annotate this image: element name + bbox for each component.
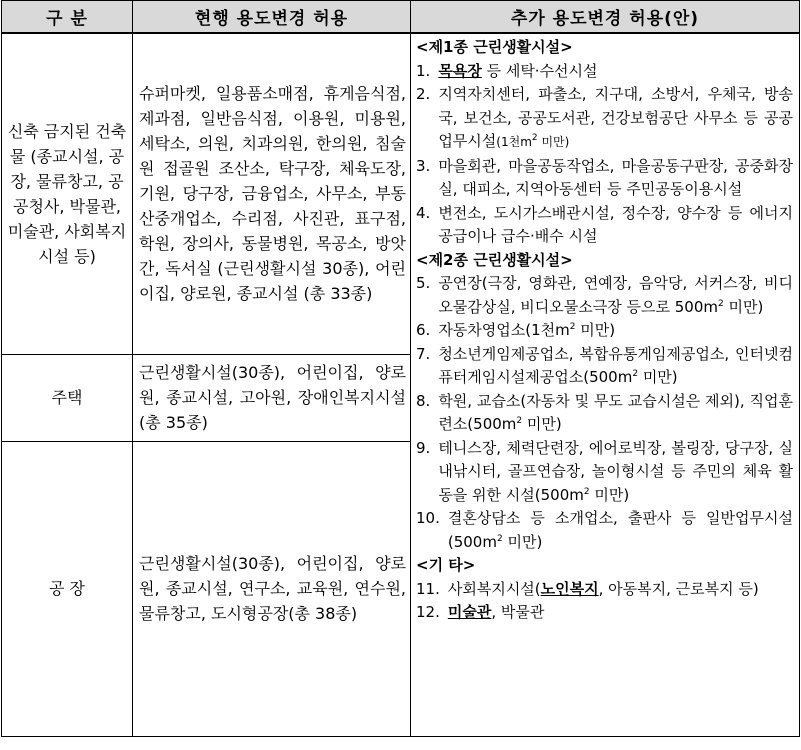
item-text: 변전소, 도시가스배관시설, 정수장, 양수장 등 에너지공급이나 급수·배수 시설 — [438, 203, 793, 245]
row-current: 근린생활시설(30종), 어린이집, 양로원, 종교시설, 연구소, 교육원, 연수원, 물류창고, 도시형공장(총 38종) — [133, 441, 411, 736]
list-item — [416, 578, 793, 602]
row-current: 근린생활시설(30종), 어린이집, 양로원, 종교시설, 고아원, 장애인복지시설(총 35종) — [133, 354, 411, 441]
item-number: 6. — [416, 321, 431, 339]
highlight-text: 노인복지 — [540, 579, 599, 598]
proposal-cell — [411, 33, 800, 736]
item-text: 자동차영업소(1천m — [438, 321, 570, 339]
list-item — [416, 83, 793, 155]
section-heading-2: <제2종 근린생활시설> — [416, 250, 573, 269]
list-item — [416, 437, 793, 508]
highlight-text: 미술관 — [447, 603, 492, 621]
list-item — [416, 319, 793, 343]
superscript: 2 — [496, 533, 503, 544]
item-text: 공연장(극장, 영화관, 연예장, 음악당, 서커스장, 비디오물감상실, 비디오물소극장 등으로 500m — [438, 274, 793, 316]
header-row — [2, 1, 800, 34]
row-category: 신축 금지된 건축물 (종교시설, 공장, 물류창고, 공공청사, 박물관, 미술관, 사회복지 시설 등) — [2, 33, 133, 354]
item-text: 등 세탁·수선시설 — [481, 61, 598, 80]
item-number: 1. — [416, 61, 431, 80]
superscript: 2 — [583, 486, 590, 497]
superscript: 2 — [516, 416, 523, 426]
item-tail: 미만) — [502, 532, 543, 551]
item-text: 결혼상담소 등 소개업소, 출판사 등 일반업무시설(500m — [447, 509, 793, 551]
header-proposed: 추가 용도변경 허용(안) — [411, 1, 800, 34]
superscript: 2 — [569, 322, 576, 332]
list-item — [416, 155, 793, 202]
section-heading-1: <제1종 근린생활시설> — [416, 38, 573, 56]
list-item — [416, 390, 793, 437]
row-category: 공 장 — [2, 441, 133, 736]
superscript: 2 — [632, 369, 639, 379]
item-number: 3. — [416, 156, 431, 175]
highlight-text: 목욕장 — [438, 61, 482, 80]
item-tail: 미만) — [723, 297, 764, 316]
item-number: 4. — [416, 203, 431, 222]
superscript: 2 — [531, 133, 538, 143]
header-category: 구 분 — [2, 1, 133, 34]
land-use-table — [1, 0, 800, 737]
list-item — [416, 343, 793, 390]
item-note: 미만) — [537, 135, 570, 149]
item-number: 5. — [416, 274, 431, 292]
item-number: 8. — [416, 391, 431, 410]
list-item — [416, 507, 793, 554]
item-text: 지역자치센터, 파출소, 지구대, 소방서, 우체국, 방송국, 보건소, 공공도서관, 건강보험공단 사무소 등 공공업무시설 — [438, 85, 793, 150]
item-text: , 아동복지, 근로복지 등) — [598, 579, 759, 598]
row-category: 주택 — [2, 354, 133, 441]
item-text: , 박물관 — [491, 603, 545, 621]
item-number: 10. — [416, 509, 440, 527]
item-text: 학원, 교습소(자동차 및 무도 교습시설은 제외), 직업훈련소(500m — [438, 391, 793, 433]
item-tail: 미만) — [522, 415, 562, 433]
item-tail: 미만) — [638, 368, 678, 386]
item-text: 테니스장, 체력단련장, 에어로빅장, 볼링장, 당구장, 실내낚시터, 골프연습장, 놀이형시설 등 주민의 체육 활동을 위한 시설(500m — [438, 438, 793, 504]
item-number: 9. — [416, 438, 431, 457]
item-tail: 미만) — [589, 485, 630, 504]
item-number: 12. — [416, 603, 440, 621]
section-heading-3: <기 타> — [416, 556, 476, 574]
list-item — [416, 202, 793, 249]
table-row — [2, 33, 800, 354]
list-item — [416, 60, 793, 84]
header-current: 현행 용도변경 허용 — [133, 1, 411, 34]
item-tail: 미만) — [575, 321, 616, 339]
item-text: 사회복지시설( — [447, 579, 541, 598]
item-number: 2. — [416, 85, 431, 103]
row-current: 슈퍼마켓, 일용품소매점, 휴게음식점, 제과점, 일반음식점, 이용원, 미용원, 세탁소, 의원, 치과의원, 한의원, 침술원 접골원 조산소, 탁구장, 체육도장, 기원, 당구장, 금융업소, 사무소, 부동산중개업소, 수리점, 사진관, 표구점, 학원, 장의사, 동물병원, 목공소, 방앗간, 독서실 (근린생활시설 30종), 어린이집, 양로원, 종교시설 (총 33종) — [133, 33, 411, 354]
superscript: 2 — [717, 298, 724, 309]
item-number: 11. — [416, 579, 440, 598]
list-item — [416, 601, 793, 625]
item-text: 마을회관, 마을공동작업소, 마을공동구판장, 공중화장실, 대피소, 지역아동센터 등 주민공동이용시설 — [438, 156, 793, 198]
list-item — [416, 272, 793, 319]
item-number: 7. — [416, 344, 431, 363]
item-note: (1천m — [496, 135, 532, 149]
item-text: 청소년게임제공업소, 복합유통게임제공업소, 인터넷컴퓨터게임시설제공업소(500m — [438, 344, 793, 386]
